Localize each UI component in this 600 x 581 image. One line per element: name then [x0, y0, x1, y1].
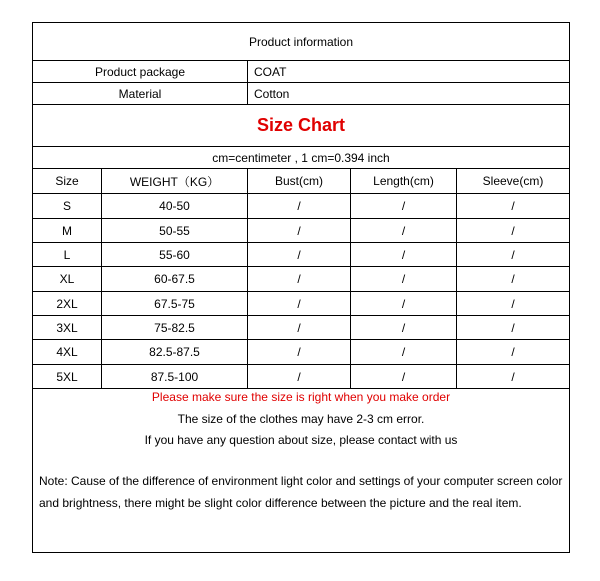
weight-cell: 55-60 [101, 243, 247, 266]
length-cell: / [350, 365, 456, 388]
size-error-text: The size of the clothes may have 2-3 cm error. [177, 412, 425, 426]
bust-cell: / [247, 292, 350, 315]
length-cell: / [350, 292, 456, 315]
column-header-length: Length(cm) [350, 169, 456, 193]
size-table-header-row [33, 169, 569, 194]
sleeve-cell: / [456, 316, 569, 339]
size-table-row [33, 365, 569, 389]
bust-cell: / [247, 243, 350, 266]
size-chart-document [32, 22, 570, 553]
size-chart-title: Size Chart [256, 115, 346, 135]
weight-cell: 82.5-87.5 [101, 340, 247, 364]
size-cell: 4XL [56, 345, 78, 359]
length-cell: / [350, 243, 456, 266]
length-cell: / [350, 316, 456, 339]
sleeve-cell: / [456, 194, 569, 218]
product-info-header-row [33, 23, 569, 61]
sleeve-cell: / [456, 365, 569, 388]
product-info-title: Product information [248, 34, 354, 49]
product-package-label: Product package [94, 64, 186, 79]
size-table-row [33, 340, 569, 365]
bust-cell: / [247, 194, 350, 218]
length-cell: / [350, 219, 456, 242]
size-table-row [33, 194, 569, 219]
bust-cell: / [247, 340, 350, 364]
column-header-bust: Bust(cm) [247, 169, 350, 193]
product-package-value: COAT [247, 61, 569, 82]
weight-cell: 67.5-75 [101, 292, 247, 315]
size-cell: XL [59, 272, 75, 286]
material-label: Material [118, 86, 162, 101]
weight-cell: 87.5-100 [101, 365, 247, 388]
bust-cell: / [247, 219, 350, 242]
bust-cell: / [247, 267, 350, 291]
column-header-size: Size [55, 174, 79, 188]
color-disclaimer-text: Note: Cause of the difference of environment light color and settings of your computer screen color and brightness, there might be slight color difference between the picture and the real item. [39, 474, 563, 510]
sleeve-cell: / [456, 243, 569, 266]
sleeve-cell: / [456, 219, 569, 242]
size-cell: 5XL [56, 369, 78, 384]
size-cell: M [62, 223, 72, 238]
sleeve-cell: / [456, 292, 569, 315]
size-chart-title-row [33, 105, 569, 147]
size-cell: S [62, 199, 71, 213]
length-cell: / [350, 267, 456, 291]
weight-cell: 75-82.5 [101, 316, 247, 339]
weight-cell: 50-55 [101, 219, 247, 242]
unit-note-row [33, 147, 569, 169]
material-value: Cotton [247, 83, 569, 104]
length-cell: / [350, 340, 456, 364]
size-table-row [33, 316, 569, 340]
length-cell: / [350, 194, 456, 218]
size-cell: L [63, 247, 71, 262]
size-warning-text: Please make sure the size is right when you make order [151, 390, 451, 404]
weight-cell: 60-67.5 [101, 267, 247, 291]
sleeve-cell: / [456, 340, 569, 364]
weight-cell: 40-50 [101, 194, 247, 218]
material-row [33, 83, 569, 105]
size-cell: 3XL [56, 320, 78, 335]
bust-cell: / [247, 316, 350, 339]
size-table-row [33, 292, 569, 316]
sleeve-cell: / [456, 267, 569, 291]
bust-cell: / [247, 365, 350, 388]
size-table-row [33, 243, 569, 267]
size-cell: 2XL [56, 296, 78, 311]
unit-note: cm=centimeter , 1 cm=0.394 inch [212, 150, 390, 165]
column-header-sleeve: Sleeve(cm) [456, 169, 569, 193]
size-contact-text: If you have any question about size, please contact with us [144, 433, 458, 447]
product-package-row [33, 61, 569, 83]
size-table-row [33, 267, 569, 292]
size-table-row [33, 219, 569, 243]
column-header-weight: WEIGHT（KG） [101, 169, 247, 193]
